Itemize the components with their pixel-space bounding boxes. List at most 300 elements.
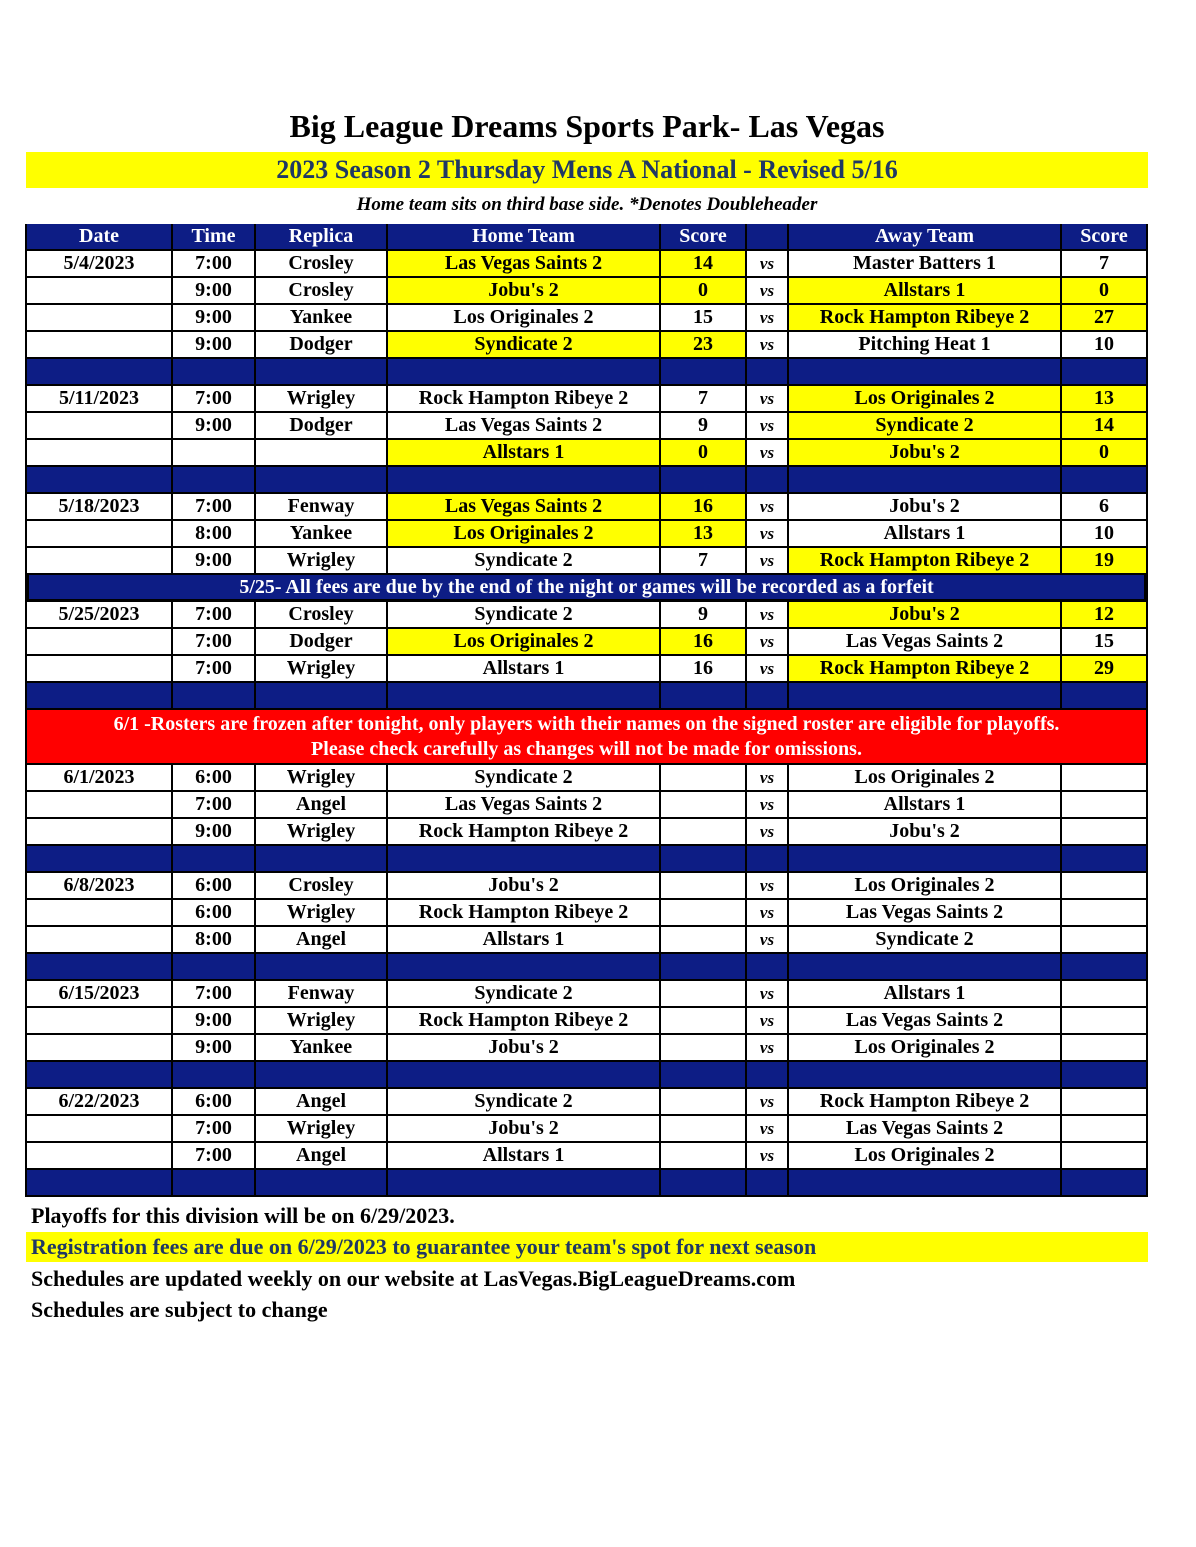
separator-cell	[25, 683, 173, 710]
separator-cell	[661, 1062, 747, 1089]
away-score: 0	[1062, 440, 1148, 467]
home-team: Syndicate 2	[388, 332, 661, 359]
game-date: 6/1/2023	[25, 765, 173, 792]
game-date	[25, 900, 173, 927]
away-score: 0	[1062, 278, 1148, 305]
header-replica: Replica	[256, 224, 388, 251]
home-score: 16	[661, 629, 747, 656]
header-time: Time	[173, 224, 256, 251]
game-field: Wrigley	[256, 1116, 388, 1143]
home-team: Los Originales 2	[388, 629, 661, 656]
home-team: Las Vegas Saints 2	[388, 251, 661, 278]
game-row	[25, 494, 1148, 521]
away-team: Jobu's 2	[789, 494, 1062, 521]
home-team: Allstars 1	[388, 440, 661, 467]
separator-cell	[256, 846, 388, 873]
game-row	[25, 656, 1148, 683]
separator-cell	[747, 954, 789, 981]
vs-label: vs	[747, 548, 789, 575]
away-team: Allstars 1	[789, 792, 1062, 819]
game-time: 8:00	[173, 927, 256, 954]
separator-row	[25, 683, 1148, 710]
game-date: 6/15/2023	[25, 981, 173, 1008]
separator-cell	[388, 467, 661, 494]
home-score: 7	[661, 386, 747, 413]
game-row	[25, 413, 1148, 440]
header-away-team: Away Team	[789, 224, 1062, 251]
game-field: Angel	[256, 1089, 388, 1116]
header-home-score: Score	[661, 224, 747, 251]
separator-cell	[747, 467, 789, 494]
game-time: 7:00	[173, 981, 256, 1008]
game-row	[25, 765, 1148, 792]
game-row	[25, 602, 1148, 629]
game-field: Wrigley	[256, 765, 388, 792]
away-score	[1062, 1116, 1148, 1143]
game-row	[25, 873, 1148, 900]
game-time: 6:00	[173, 900, 256, 927]
away-score: 27	[1062, 305, 1148, 332]
vs-label: vs	[747, 656, 789, 683]
home-score	[661, 873, 747, 900]
vs-label: vs	[747, 1035, 789, 1062]
game-date	[25, 413, 173, 440]
game-row	[25, 927, 1148, 954]
separator-cell	[256, 954, 388, 981]
home-team: Jobu's 2	[388, 1035, 661, 1062]
separator-cell	[661, 683, 747, 710]
game-field: Yankee	[256, 305, 388, 332]
away-team: Syndicate 2	[789, 413, 1062, 440]
separator-cell	[256, 467, 388, 494]
game-time: 9:00	[173, 1008, 256, 1035]
separator-cell	[1062, 846, 1148, 873]
game-row	[25, 1116, 1148, 1143]
game-row	[25, 792, 1148, 819]
game-time: 9:00	[173, 413, 256, 440]
subject-note: Schedules are subject to change	[31, 1297, 328, 1322]
vs-label: vs	[747, 251, 789, 278]
separator-cell	[661, 1170, 747, 1197]
home-team: Syndicate 2	[388, 1089, 661, 1116]
game-field: Yankee	[256, 521, 388, 548]
away-score: 6	[1062, 494, 1148, 521]
away-score	[1062, 792, 1148, 819]
home-team: Syndicate 2	[388, 765, 661, 792]
vs-label: vs	[747, 305, 789, 332]
home-score	[661, 1008, 747, 1035]
separator-cell	[173, 683, 256, 710]
game-field: Wrigley	[256, 386, 388, 413]
home-score	[661, 819, 747, 846]
away-team: Syndicate 2	[789, 927, 1062, 954]
roster-alert	[25, 710, 1148, 765]
game-time: 7:00	[173, 602, 256, 629]
game-row	[25, 521, 1148, 548]
game-time: 6:00	[173, 1089, 256, 1116]
vs-label: vs	[747, 413, 789, 440]
vs-label: vs	[747, 927, 789, 954]
game-field: Wrigley	[256, 1008, 388, 1035]
home-team: Las Vegas Saints 2	[388, 792, 661, 819]
separator-cell	[173, 359, 256, 386]
separator-cell	[789, 1170, 1062, 1197]
separator-cell	[256, 1170, 388, 1197]
away-score	[1062, 1143, 1148, 1170]
game-time: 7:00	[173, 386, 256, 413]
separator-cell	[388, 359, 661, 386]
game-date	[25, 1143, 173, 1170]
home-score	[661, 765, 747, 792]
away-score	[1062, 819, 1148, 846]
game-time: 7:00	[173, 1143, 256, 1170]
game-row	[25, 1008, 1148, 1035]
game-time: 8:00	[173, 521, 256, 548]
game-row	[25, 819, 1148, 846]
home-score: 14	[661, 251, 747, 278]
away-team: Rock Hampton Ribeye 2	[789, 1089, 1062, 1116]
away-score	[1062, 1008, 1148, 1035]
separator-cell	[173, 846, 256, 873]
separator-cell	[789, 683, 1062, 710]
game-row	[25, 1089, 1148, 1116]
away-score	[1062, 900, 1148, 927]
game-row	[25, 440, 1148, 467]
registration-note: Registration fees are due on 6/29/2023 to guarantee your team's spot for next season	[26, 1232, 1148, 1262]
home-score	[661, 1035, 747, 1062]
game-field	[256, 440, 388, 467]
away-team: Los Originales 2	[789, 386, 1062, 413]
game-row	[25, 629, 1148, 656]
vs-label: vs	[747, 1089, 789, 1116]
game-field: Wrigley	[256, 548, 388, 575]
home-team: Allstars 1	[388, 927, 661, 954]
away-team: Las Vegas Saints 2	[789, 629, 1062, 656]
away-team: Rock Hampton Ribeye 2	[789, 656, 1062, 683]
separator-cell	[388, 954, 661, 981]
table-header	[25, 224, 1148, 251]
home-score	[661, 1116, 747, 1143]
home-team: Jobu's 2	[388, 873, 661, 900]
away-score: 10	[1062, 332, 1148, 359]
vs-label: vs	[747, 332, 789, 359]
game-field: Wrigley	[256, 900, 388, 927]
game-date: 5/4/2023	[25, 251, 173, 278]
away-score: 10	[1062, 521, 1148, 548]
game-row	[25, 981, 1148, 1008]
game-time: 9:00	[173, 305, 256, 332]
separator-cell	[1062, 1170, 1148, 1197]
game-date	[25, 1116, 173, 1143]
away-team: Rock Hampton Ribeye 2	[789, 548, 1062, 575]
home-score: 9	[661, 602, 747, 629]
separator-cell	[747, 1062, 789, 1089]
vs-label: vs	[747, 1008, 789, 1035]
separator-row	[25, 1170, 1148, 1197]
away-team: Allstars 1	[789, 278, 1062, 305]
website-note: Schedules are updated weekly on our website at LasVegas.BigLeagueDreams.com	[31, 1266, 796, 1291]
separator-cell	[173, 954, 256, 981]
vs-label: vs	[747, 386, 789, 413]
home-team: Syndicate 2	[388, 602, 661, 629]
separator-cell	[747, 1170, 789, 1197]
home-score: 7	[661, 548, 747, 575]
header-vs	[747, 224, 789, 251]
away-score: 15	[1062, 629, 1148, 656]
header-date: Date	[25, 224, 173, 251]
home-team: Rock Hampton Ribeye 2	[388, 386, 661, 413]
page-title: Big League Dreams Sports Park- Las Vegas	[289, 108, 885, 144]
fees-banner-text: 5/25- All fees are due by the end of the night or games will be recorded as a forfeit	[27, 575, 1146, 601]
home-team: Rock Hampton Ribeye 2	[388, 900, 661, 927]
separator-cell	[1062, 954, 1148, 981]
game-field: Wrigley	[256, 819, 388, 846]
separator-cell	[789, 467, 1062, 494]
game-field: Crosley	[256, 873, 388, 900]
vs-label: vs	[747, 278, 789, 305]
game-row	[25, 332, 1148, 359]
away-team: Los Originales 2	[789, 873, 1062, 900]
separator-cell	[25, 359, 173, 386]
vs-label: vs	[747, 440, 789, 467]
vs-label: vs	[747, 981, 789, 1008]
game-date: 6/22/2023	[25, 1089, 173, 1116]
game-date	[25, 278, 173, 305]
away-team: Los Originales 2	[789, 1143, 1062, 1170]
game-field: Dodger	[256, 413, 388, 440]
game-date	[25, 792, 173, 819]
game-row	[25, 251, 1148, 278]
game-time: 7:00	[173, 656, 256, 683]
home-score	[661, 981, 747, 1008]
separator-cell	[789, 1062, 1062, 1089]
separator-cell	[789, 846, 1062, 873]
away-team: Allstars 1	[789, 521, 1062, 548]
home-score: 16	[661, 494, 747, 521]
game-time: 6:00	[173, 765, 256, 792]
away-team: Los Originales 2	[789, 1035, 1062, 1062]
roster-alert-line-2: Please check carefully as changes will not be made for omissions.	[311, 738, 862, 760]
separator-cell	[661, 467, 747, 494]
separator-cell	[388, 683, 661, 710]
playoffs-note: Playoffs for this division will be on 6/29/2023.	[31, 1203, 455, 1228]
separator-cell	[173, 467, 256, 494]
separator-cell	[1062, 683, 1148, 710]
home-team: Las Vegas Saints 2	[388, 413, 661, 440]
separator-cell	[388, 1170, 661, 1197]
game-date: 5/25/2023	[25, 602, 173, 629]
separator-cell	[25, 954, 173, 981]
home-team: Las Vegas Saints 2	[388, 494, 661, 521]
separator-cell	[388, 1062, 661, 1089]
vs-label: vs	[747, 765, 789, 792]
separator-cell	[1062, 359, 1148, 386]
separator-cell	[25, 846, 173, 873]
away-team: Las Vegas Saints 2	[789, 900, 1062, 927]
separator-cell	[1062, 1062, 1148, 1089]
game-date	[25, 305, 173, 332]
game-field: Crosley	[256, 602, 388, 629]
game-field: Wrigley	[256, 656, 388, 683]
game-date	[25, 440, 173, 467]
header-away-score: Score	[1062, 224, 1148, 251]
game-date: 6/8/2023	[25, 873, 173, 900]
away-team: Allstars 1	[789, 981, 1062, 1008]
game-date	[25, 332, 173, 359]
home-team-note: Home team sits on third base side. *Denotes Doubleheader	[356, 194, 818, 215]
game-time: 9:00	[173, 819, 256, 846]
away-score	[1062, 1035, 1148, 1062]
game-date	[25, 548, 173, 575]
away-score: 7	[1062, 251, 1148, 278]
home-score: 0	[661, 278, 747, 305]
separator-cell	[173, 1170, 256, 1197]
home-team: Los Originales 2	[388, 305, 661, 332]
home-team: Jobu's 2	[388, 1116, 661, 1143]
separator-cell	[25, 1062, 173, 1089]
away-score	[1062, 927, 1148, 954]
roster-alert-line-1: 6/1 -Rosters are frozen after tonight, only players with their names on the signed roster are eligible for playoffs.	[113, 713, 1060, 735]
game-field: Angel	[256, 1143, 388, 1170]
game-time: 7:00	[173, 251, 256, 278]
home-team: Los Originales 2	[388, 521, 661, 548]
away-team: Jobu's 2	[789, 440, 1062, 467]
separator-cell	[256, 359, 388, 386]
game-time: 7:00	[173, 629, 256, 656]
game-time: 9:00	[173, 1035, 256, 1062]
home-score	[661, 1143, 747, 1170]
away-score	[1062, 765, 1148, 792]
game-time: 9:00	[173, 278, 256, 305]
game-date	[25, 927, 173, 954]
game-time: 9:00	[173, 332, 256, 359]
game-field: Dodger	[256, 332, 388, 359]
game-date	[25, 629, 173, 656]
separator-cell	[747, 683, 789, 710]
game-row	[25, 305, 1148, 332]
away-team: Las Vegas Saints 2	[789, 1008, 1062, 1035]
game-field: Yankee	[256, 1035, 388, 1062]
away-score: 13	[1062, 386, 1148, 413]
separator-cell	[1062, 467, 1148, 494]
separator-row	[25, 954, 1148, 981]
separator-cell	[661, 846, 747, 873]
fees-banner	[25, 575, 1148, 602]
away-score: 14	[1062, 413, 1148, 440]
vs-label: vs	[747, 629, 789, 656]
home-score: 0	[661, 440, 747, 467]
away-score	[1062, 1089, 1148, 1116]
vs-label: vs	[747, 602, 789, 629]
away-score: 29	[1062, 656, 1148, 683]
home-team: Jobu's 2	[388, 278, 661, 305]
separator-cell	[789, 954, 1062, 981]
separator-cell	[256, 683, 388, 710]
home-team: Rock Hampton Ribeye 2	[388, 1008, 661, 1035]
home-team: Allstars 1	[388, 1143, 661, 1170]
away-team: Jobu's 2	[789, 602, 1062, 629]
game-row	[25, 386, 1148, 413]
home-team: Rock Hampton Ribeye 2	[388, 819, 661, 846]
vs-label: vs	[747, 792, 789, 819]
away-team: Rock Hampton Ribeye 2	[789, 305, 1062, 332]
game-time: 7:00	[173, 494, 256, 521]
game-field: Crosley	[256, 251, 388, 278]
home-score	[661, 1089, 747, 1116]
game-row	[25, 900, 1148, 927]
home-score: 9	[661, 413, 747, 440]
game-field: Fenway	[256, 494, 388, 521]
game-date	[25, 521, 173, 548]
game-time: 9:00	[173, 548, 256, 575]
game-row	[25, 1035, 1148, 1062]
game-row	[25, 548, 1148, 575]
away-team: Pitching Heat 1	[789, 332, 1062, 359]
away-score: 12	[1062, 602, 1148, 629]
home-score: 23	[661, 332, 747, 359]
game-time: 6:00	[173, 873, 256, 900]
home-score	[661, 900, 747, 927]
home-score	[661, 927, 747, 954]
game-field: Angel	[256, 927, 388, 954]
separator-cell	[747, 846, 789, 873]
game-date	[25, 1035, 173, 1062]
game-row	[25, 278, 1148, 305]
header-home-team: Home Team	[388, 224, 661, 251]
game-time	[173, 440, 256, 467]
vs-label: vs	[747, 1116, 789, 1143]
vs-label: vs	[747, 494, 789, 521]
away-team: Los Originales 2	[789, 765, 1062, 792]
away-team: Las Vegas Saints 2	[789, 1116, 1062, 1143]
game-field: Fenway	[256, 981, 388, 1008]
separator-cell	[661, 954, 747, 981]
separator-row	[25, 467, 1148, 494]
separator-cell	[661, 359, 747, 386]
schedule-table	[25, 224, 1148, 1197]
game-field: Angel	[256, 792, 388, 819]
game-time: 7:00	[173, 1116, 256, 1143]
game-field: Dodger	[256, 629, 388, 656]
separator-cell	[25, 1170, 173, 1197]
home-score: 15	[661, 305, 747, 332]
away-score	[1062, 873, 1148, 900]
game-date	[25, 819, 173, 846]
separator-cell	[173, 1062, 256, 1089]
home-score: 16	[661, 656, 747, 683]
vs-label: vs	[747, 873, 789, 900]
separator-cell	[25, 467, 173, 494]
away-team: Jobu's 2	[789, 819, 1062, 846]
separator-cell	[747, 359, 789, 386]
away-score	[1062, 981, 1148, 1008]
separator-row	[25, 359, 1148, 386]
separator-cell	[388, 846, 661, 873]
home-team: Syndicate 2	[388, 981, 661, 1008]
separator-row	[25, 846, 1148, 873]
vs-label: vs	[747, 819, 789, 846]
separator-cell	[256, 1062, 388, 1089]
home-score	[661, 792, 747, 819]
game-date	[25, 1008, 173, 1035]
game-date	[25, 656, 173, 683]
away-score: 19	[1062, 548, 1148, 575]
vs-label: vs	[747, 1143, 789, 1170]
vs-label: vs	[747, 900, 789, 927]
vs-label: vs	[747, 521, 789, 548]
schedule-subtitle: 2023 Season 2 Thursday Mens A National - Revised 5/16	[26, 152, 1148, 188]
home-team: Allstars 1	[388, 656, 661, 683]
